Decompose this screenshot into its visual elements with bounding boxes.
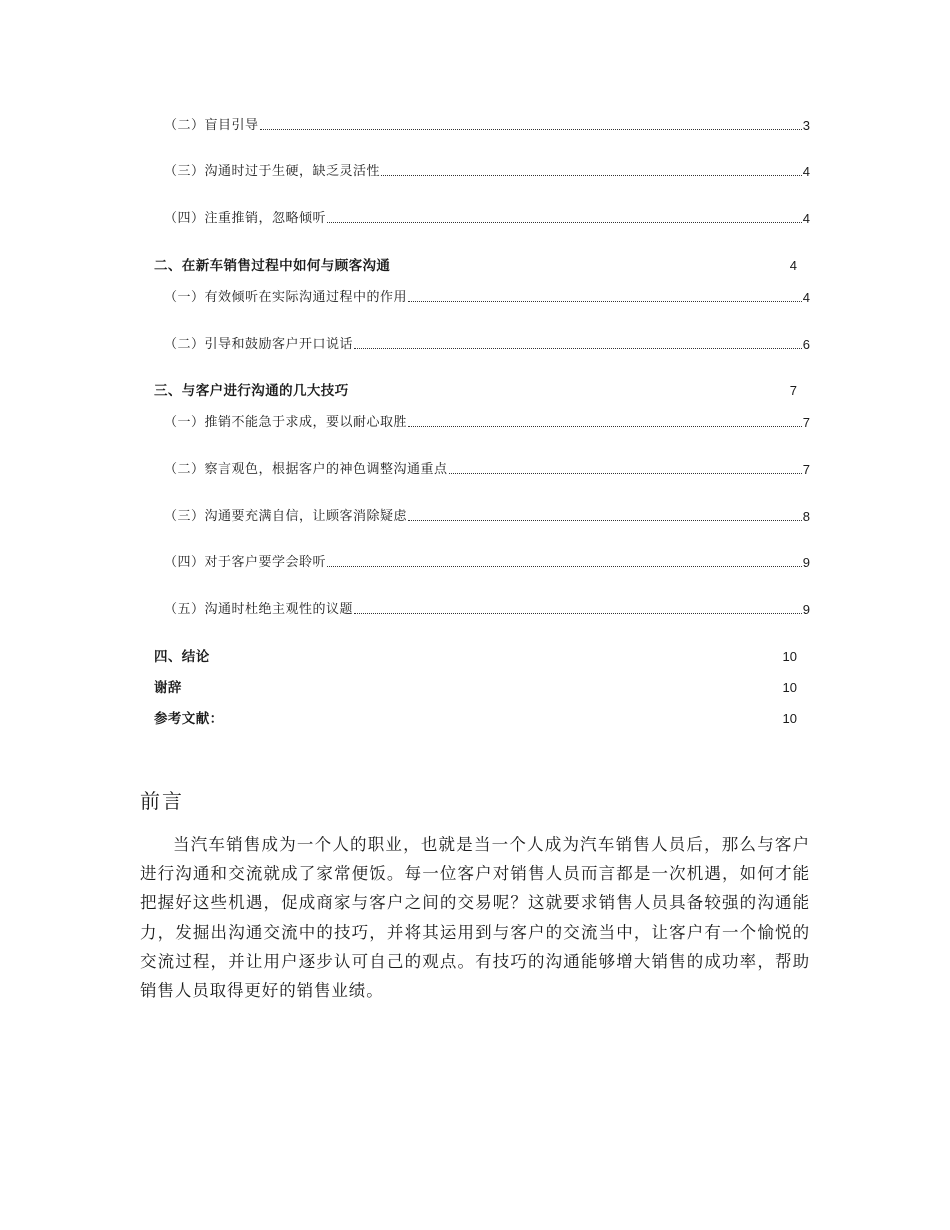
toc-entry-title: 参考文献： bbox=[154, 711, 224, 727]
toc-heading-entry[interactable] bbox=[154, 645, 797, 665]
toc-entry-title: 四、结论 bbox=[154, 649, 210, 665]
toc-entry[interactable] bbox=[164, 551, 810, 571]
toc-entry[interactable] bbox=[164, 333, 810, 353]
toc-entry-title: （三）沟通时过于生硬，缺乏灵活性 bbox=[164, 164, 381, 179]
toc-entry[interactable] bbox=[164, 114, 810, 134]
toc-entry-page: 4 bbox=[802, 164, 810, 179]
toc-entry[interactable] bbox=[164, 458, 810, 478]
toc-entry-page: 8 bbox=[802, 509, 810, 524]
toc-entry-page: 9 bbox=[802, 602, 810, 617]
toc-entry-title: （二）察言观色，根据客户的神色调整沟通重点 bbox=[164, 462, 448, 477]
toc-entry-title: 二、在新车销售过程中如何与顾客沟通 bbox=[154, 258, 391, 274]
toc-entry[interactable] bbox=[164, 598, 810, 618]
toc-entry-title: （三）沟通要充满自信，让顾客消除疑虑 bbox=[164, 509, 408, 524]
toc-entry[interactable] bbox=[164, 286, 810, 306]
dot-leader bbox=[408, 519, 802, 521]
toc-entry-page: 4 bbox=[789, 258, 797, 273]
toc-heading-entry[interactable] bbox=[154, 676, 797, 696]
toc-entry-page: 10 bbox=[782, 680, 797, 695]
toc-entry-title: （四）注重推销，忽略倾听 bbox=[164, 211, 327, 226]
toc-heading-entry[interactable] bbox=[154, 254, 797, 274]
toc-entry[interactable] bbox=[164, 160, 810, 180]
toc-entry-title: （一）推销不能急于求成，要以耐心取胜 bbox=[164, 415, 408, 430]
toc-entry-page: 10 bbox=[782, 711, 797, 726]
toc-entry-page: 4 bbox=[802, 211, 810, 226]
dot-leader bbox=[408, 425, 802, 427]
dot-leader bbox=[381, 174, 802, 176]
toc-entry-title: （四）对于客户要学会聆听 bbox=[164, 555, 327, 570]
toc-entry[interactable] bbox=[164, 207, 810, 227]
dot-leader bbox=[260, 128, 802, 130]
toc-entry-title: （二）盲目引导 bbox=[164, 118, 259, 133]
preface-heading: 前言 bbox=[140, 789, 184, 813]
dot-leader bbox=[327, 565, 802, 567]
toc-entry[interactable] bbox=[164, 505, 810, 525]
toc-entry-page: 10 bbox=[782, 649, 797, 664]
toc-heading-entry[interactable] bbox=[154, 379, 797, 399]
toc-entry-title: （二）引导和鼓励客户开口说话 bbox=[164, 337, 354, 352]
toc-entry-page: 7 bbox=[802, 415, 810, 430]
toc-heading-entry[interactable] bbox=[154, 707, 797, 727]
toc-entry-page: 4 bbox=[802, 290, 810, 305]
toc-entry-title: （一）有效倾听在实际沟通过程中的作用 bbox=[164, 290, 408, 305]
toc-entry-page: 9 bbox=[802, 555, 810, 570]
toc-entry-page: 3 bbox=[802, 118, 810, 133]
toc-entry[interactable] bbox=[164, 411, 810, 431]
toc-entry-title: 三、与客户进行沟通的几大技巧 bbox=[154, 383, 349, 399]
dot-leader bbox=[354, 612, 802, 614]
dot-leader bbox=[408, 300, 802, 302]
preface-paragraph: 当汽车销售成为一个人的职业，也就是当一个人成为汽车销售人员后，那么与客户进行沟通和交流就成了家常便饭。每一位客户对销售人员而言都是一次机遇，如何才能把握好这些机遇，促成商家与客户之间的交易呢？这就要求销售人员具备较强的沟通能力，发掘出沟通交流中的技巧，并将其运用到与客户的交流当中，让客户有一个愉悦的交流过程，并让用户逐步认可自己的观点。有技巧的沟通能够增大销售的成功率，帮助销售人员取得更好的销售业绩。 bbox=[140, 835, 810, 1001]
toc-entry-page: 6 bbox=[802, 337, 810, 352]
toc-entry-title: （五）沟通时杜绝主观性的议题 bbox=[164, 602, 354, 617]
dot-leader bbox=[449, 472, 802, 474]
toc-entry-page: 7 bbox=[802, 462, 810, 477]
toc-entry-page: 7 bbox=[789, 383, 797, 398]
dot-leader bbox=[327, 221, 802, 223]
toc-entry-title: 谢辞 bbox=[154, 680, 182, 696]
dot-leader bbox=[354, 347, 802, 349]
